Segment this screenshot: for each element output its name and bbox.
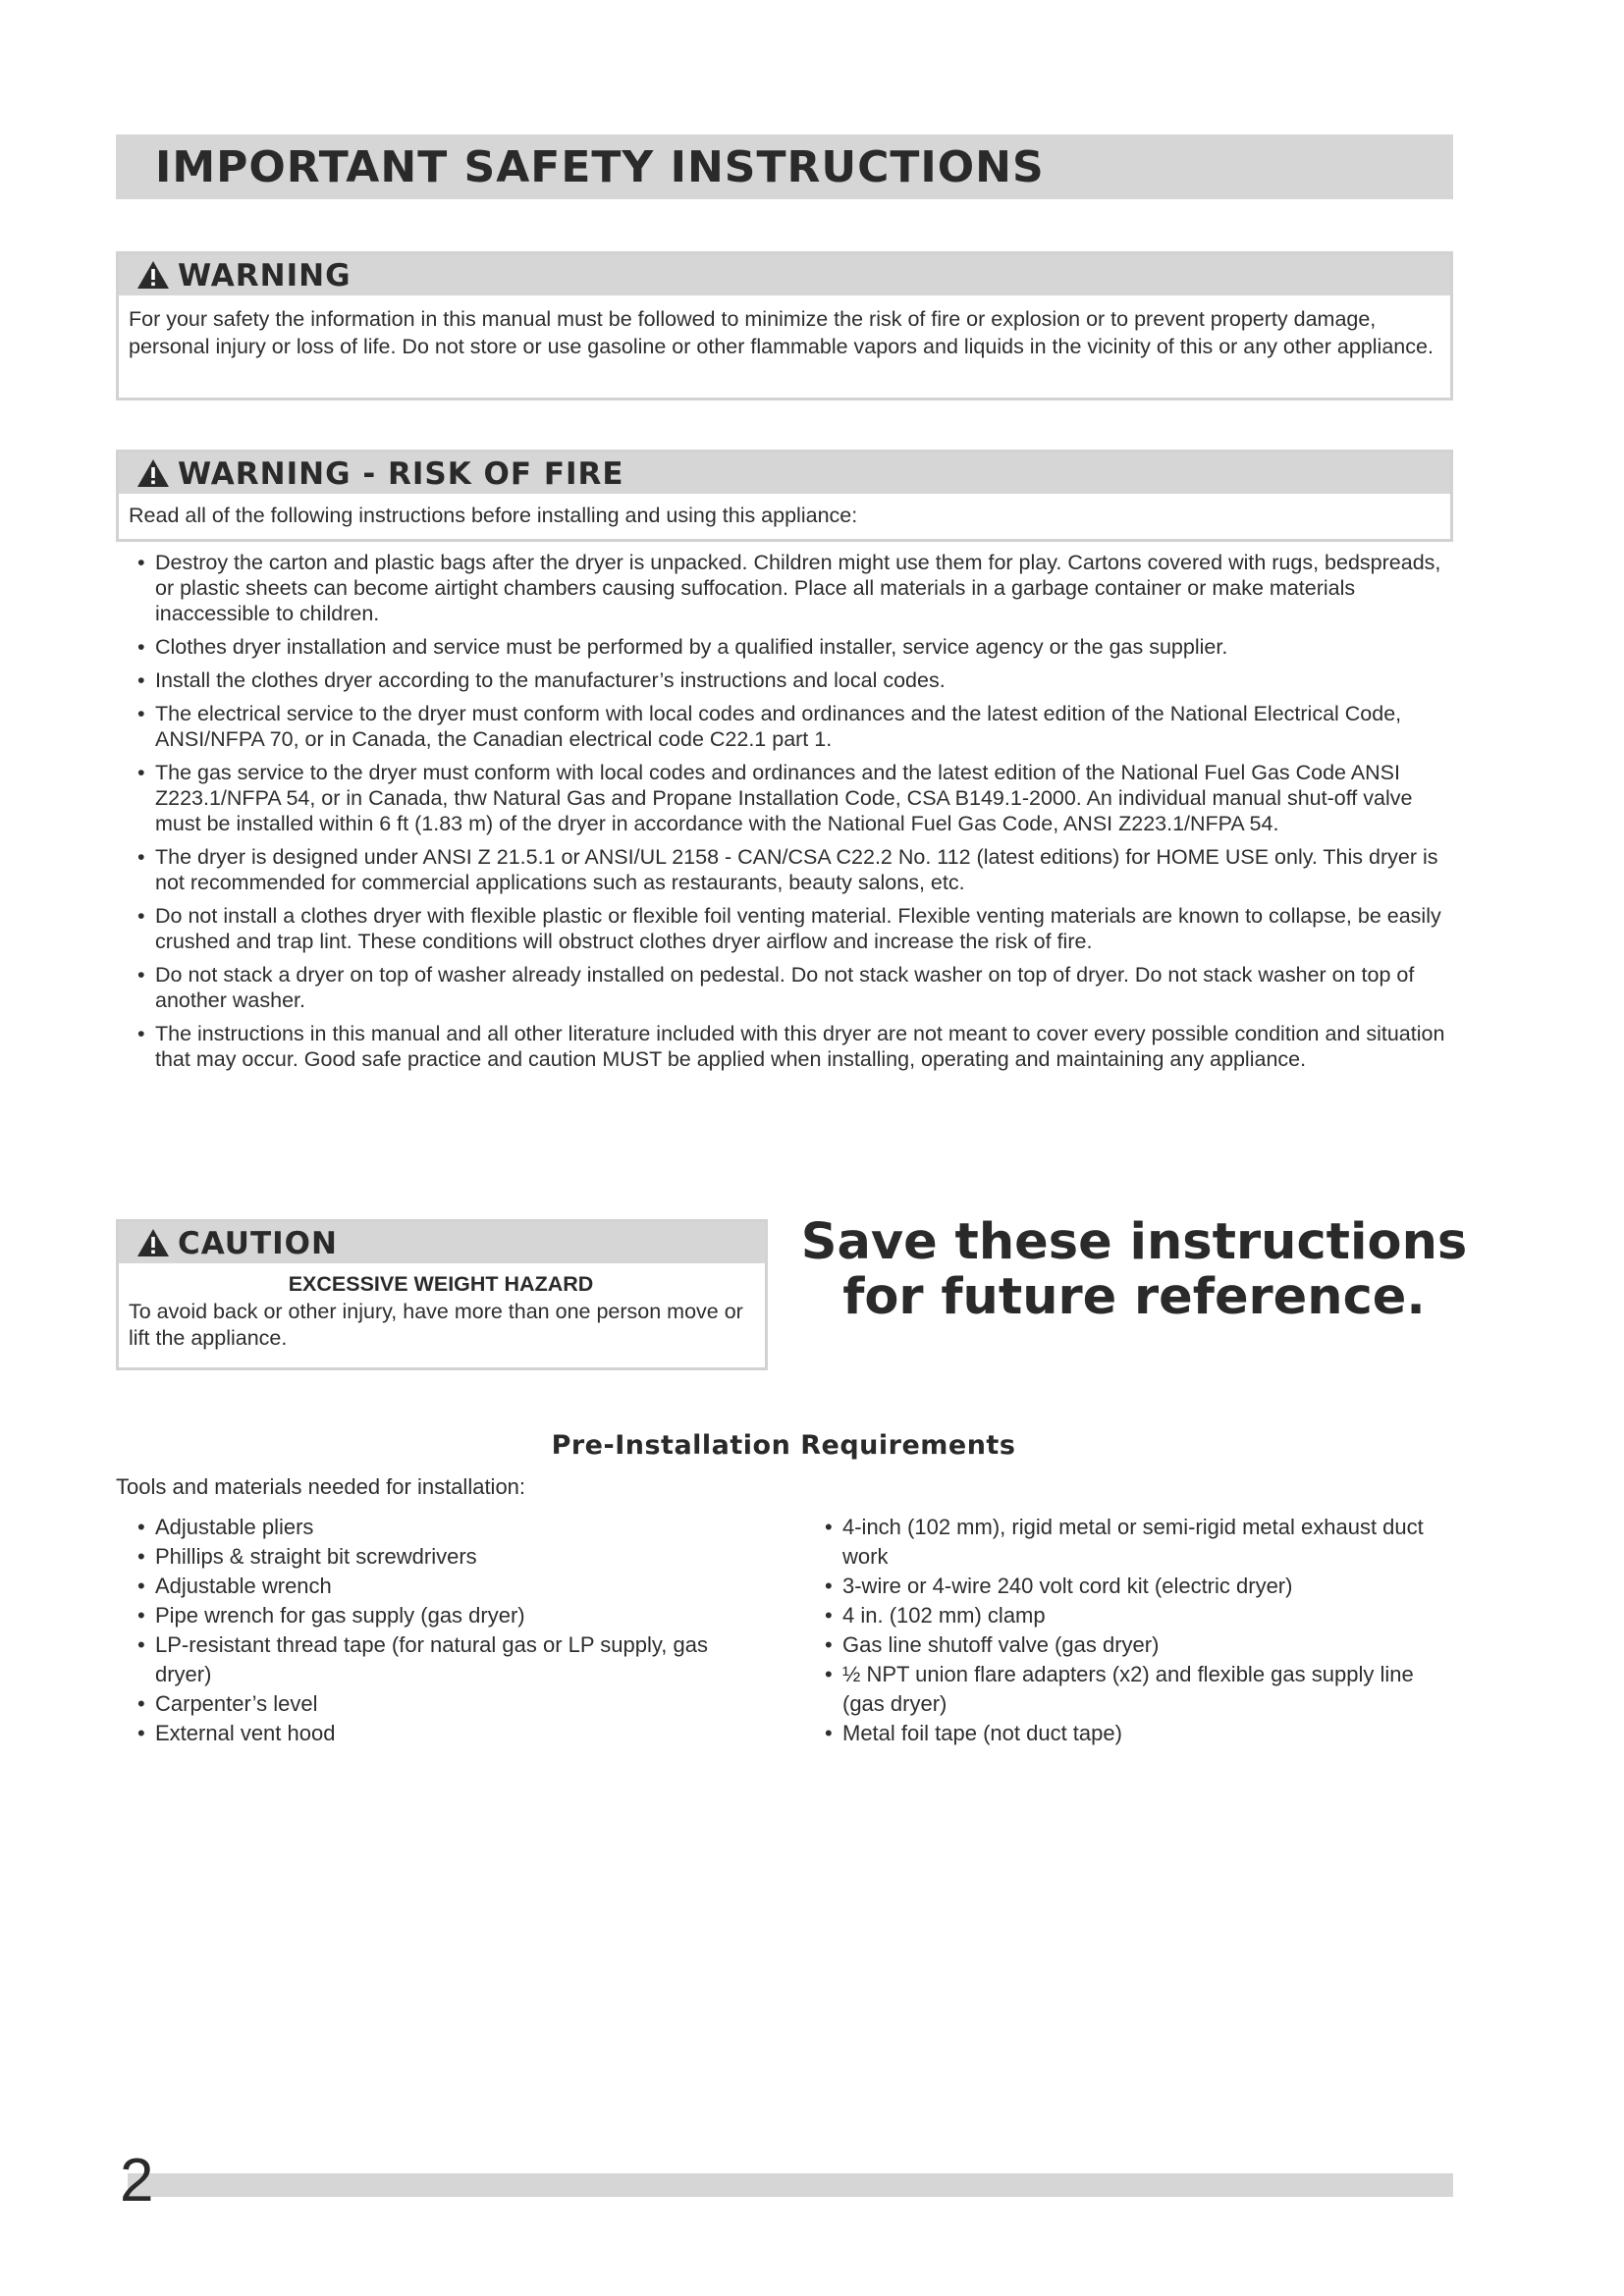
list-item: • 3-wire or 4-wire 240 volt cord kit (electric dryer) <box>821 1572 1459 1601</box>
caution-header <box>119 1222 765 1263</box>
list-item: • LP-resistant thread tape (for natural gas or LP supply, gas dryer) <box>134 1630 762 1689</box>
section-title: Pre-Installation Requirements <box>551 1430 1016 1461</box>
list-item: • Install the clothes dryer according to the manufacturer’s instructions and local codes. <box>134 667 1449 693</box>
caution-box <box>116 1219 768 1370</box>
caution-body <box>119 1263 765 1360</box>
list-item: • Gas line shutoff valve (gas dryer) <box>821 1630 1459 1660</box>
warning-triangle-icon <box>136 458 170 488</box>
list-item: • The gas service to the dryer must conform with local codes and ordinances and the latest edition of the National Fuel Gas Code ANSI Z223.1/NFPA 54, or in Canada, thw Natural Gas and Propane Installation Code, CSA B149.1-2000. An individual manual shut-off valve must be installed within 6 ft (1.83 m) of the dryer in accordance with the National Fuel Gas Code, ANSI Z223.1/NFPA 54. <box>134 760 1449 836</box>
save-line-2: for future reference. <box>842 1268 1426 1326</box>
list-item: • Pipe wrench for gas supply (gas dryer) <box>134 1601 762 1630</box>
list-item: • 4-inch (102 mm), rigid metal or semi-rigid metal exhaust duct work <box>821 1513 1459 1572</box>
fire-instructions-list <box>134 550 1449 1080</box>
list-item: • Phillips & straight bit screwdrivers <box>134 1542 762 1572</box>
fire-warning-box <box>116 450 1453 542</box>
list-item: • ½ NPT union flare adapters (x2) and flexible gas supply line (gas dryer) <box>821 1660 1459 1719</box>
tools-intro: Tools and materials needed for installation: <box>116 1474 526 1499</box>
save-instructions-note <box>776 1215 1492 1325</box>
list-item: • Do not install a clothes dryer with flexible plastic or flexible foil venting material. Flexible venting materials are known to collapse, be easily crushed and trap lint. These conditions will obstruct clothes dryer airflow and increase the risk of fire. <box>134 903 1449 954</box>
list-item: • Adjustable pliers <box>134 1513 762 1542</box>
tools-list-left <box>134 1513 762 1748</box>
warning-label: WARNING <box>178 258 352 294</box>
caution-label: CAUTION <box>178 1226 338 1261</box>
list-item: • The dryer is designed under ANSI Z 21.5.1 or ANSI/UL 2158 - CAN/CSA C22.2 No. 112 (latest editions) for HOME USE only. This dryer is not recommended for commercial applications such as restaurants, beauty salons, etc. <box>134 844 1449 895</box>
warning-text: For your safety the information in this manual must be followed to minimize the risk of fire or explosion or to prevent property damage, personal injury or loss of life. Do not store or use gasoline or other flammable vapors and liquids in the vicinity of this or any other appliance. <box>129 307 1434 358</box>
fire-warning-label: WARNING - RISK OF FIRE <box>178 456 624 492</box>
fire-warning-text: Read all of the following instructions before installing and using this appliance: <box>129 504 858 527</box>
list-item: • Carpenter’s level <box>134 1689 762 1719</box>
caution-subtitle: EXCESSIVE WEIGHT HAZARD <box>288 1272 594 1296</box>
footer-bar <box>128 2173 1453 2197</box>
page-number: 2 <box>120 2147 154 2215</box>
warning-box <box>116 251 1453 400</box>
warning-header <box>119 254 1450 295</box>
list-item: • The instructions in this manual and all other literature included with this dryer are not meant to cover every possible condition and situation that may occur. Good safe practice and caution MUST be applied when installing, operating and maintaining any appliance. <box>134 1021 1449 1072</box>
page-title: IMPORTANT SAFETY INSTRUCTIONS <box>155 142 1045 192</box>
list-item: • The electrical service to the dryer must conform with local codes and ordinances and the latest edition of the National Electrical Code, ANSI/NFPA 70, or in Canada, the Canadian electrical code C22.1 part 1. <box>134 701 1449 752</box>
tools-list-right <box>821 1513 1459 1748</box>
list-item: • 4 in. (102 mm) clamp <box>821 1601 1459 1630</box>
caution-text: To avoid back or other injury, have more than one person move or lift the appliance. <box>129 1300 743 1350</box>
warning-triangle-icon <box>136 260 170 290</box>
list-item: • Adjustable wrench <box>134 1572 762 1601</box>
title-bar <box>116 134 1453 199</box>
save-line-1: Save these instructions <box>800 1213 1468 1271</box>
warning-triangle-icon <box>136 1228 170 1257</box>
list-item: • Metal foil tape (not duct tape) <box>821 1719 1459 1748</box>
fire-warning-header <box>119 453 1450 494</box>
list-item: • External vent hood <box>134 1719 762 1748</box>
list-item: • Do not stack a dryer on top of washer already installed on pedestal. Do not stack washer on top of dryer. Do not stack washer on top of another washer. <box>134 962 1449 1013</box>
list-item: • Clothes dryer installation and service must be performed by a qualified installer, service agency or the gas supplier. <box>134 634 1449 660</box>
list-item: • Destroy the carton and plastic bags after the dryer is unpacked. Children might use them for play. Cartons covered with rugs, bedspreads, or plastic sheets can become airtight chambers causing suffocation. Place all materials in a garbage container or make materials inaccessible to children. <box>134 550 1449 626</box>
